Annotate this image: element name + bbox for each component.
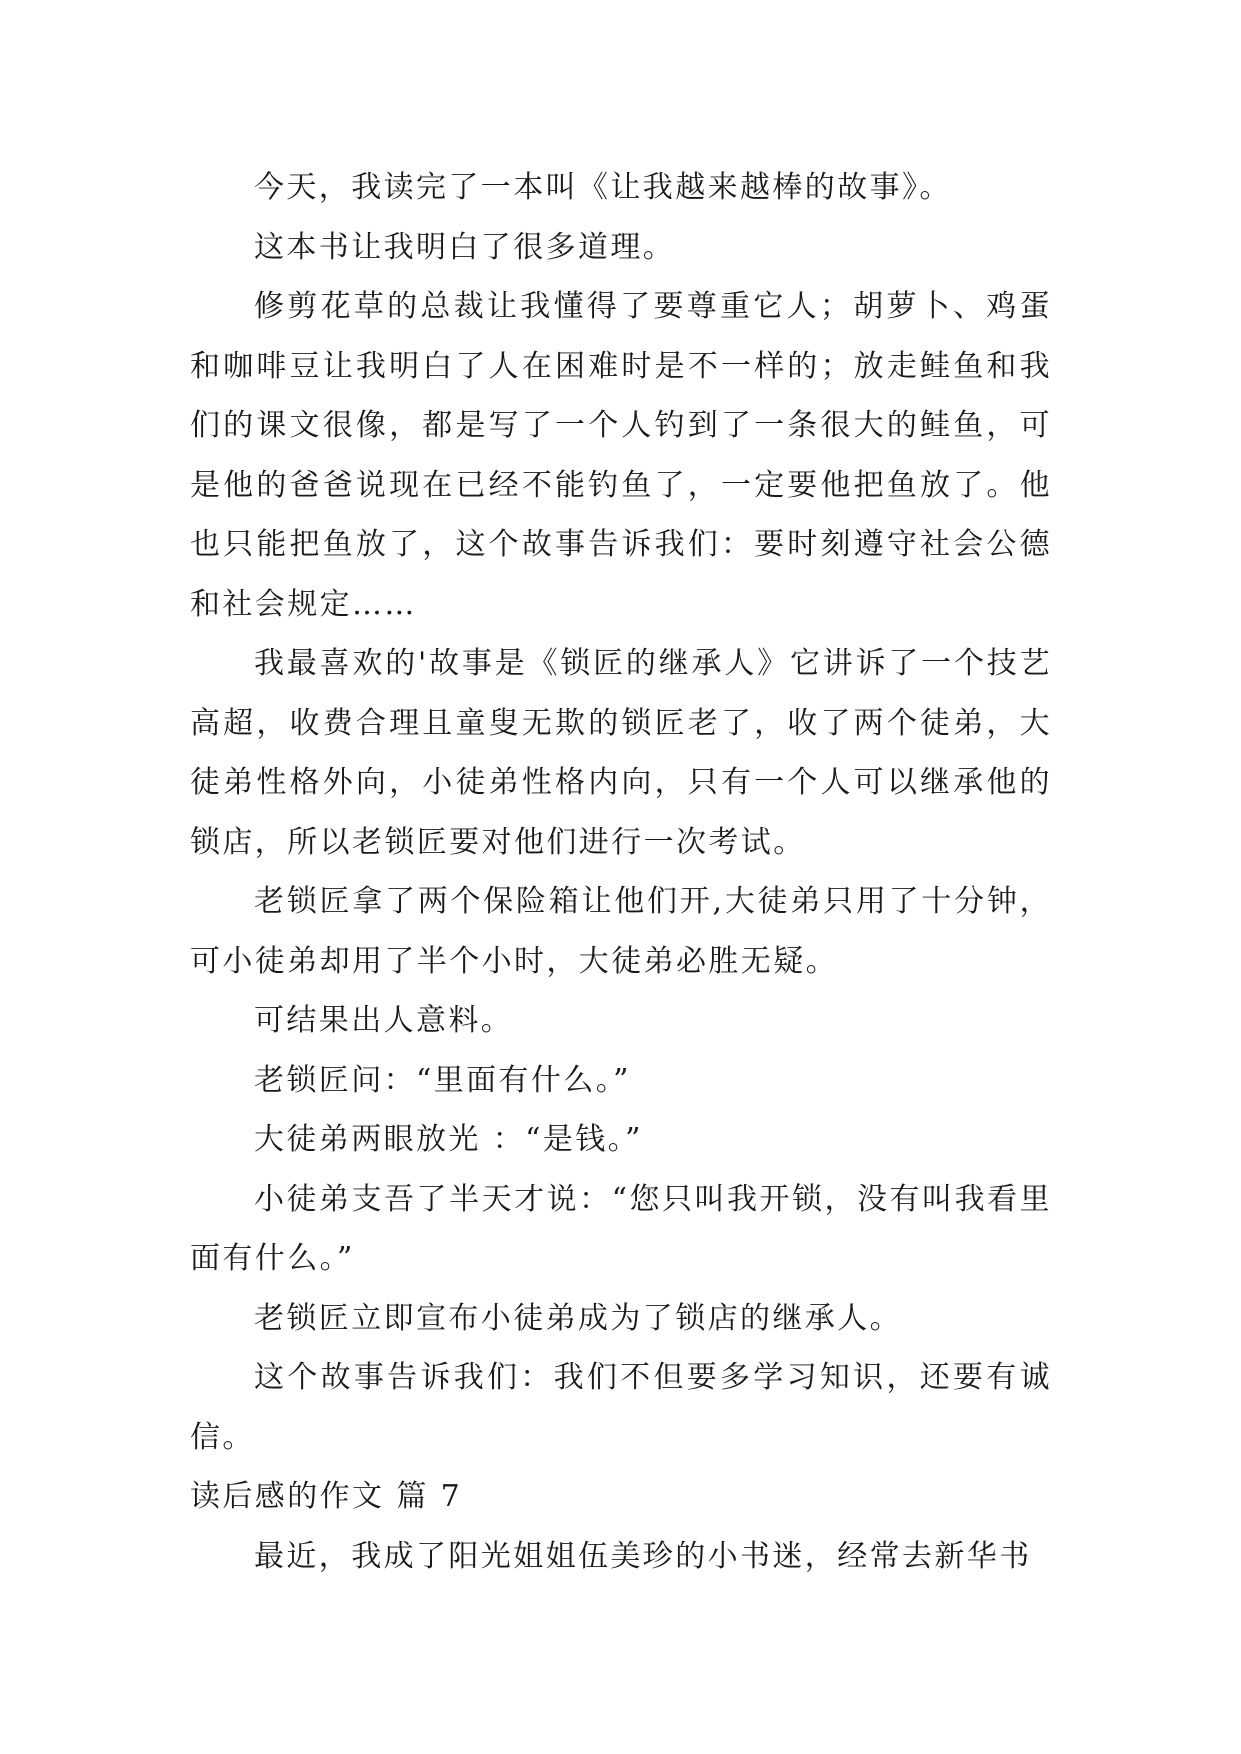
section-heading: 读后感的作文 篇 7 bbox=[190, 1479, 463, 1514]
paragraph: 大徒弟两眼放光 ：“是钱。” bbox=[254, 1122, 643, 1157]
paragraph: 老锁匠问：“里面有什么。” bbox=[254, 1062, 631, 1098]
paragraph: 老锁匠拿了两个保险箱让他们开,大徒弟只用了十分钟，可小徒弟却用了半个小时，大徒弟必胜无疑。 bbox=[190, 884, 1052, 979]
paragraph: 小徒弟支吾了半天才说：“您只叫我开锁，没有叫我看里面有什么。” bbox=[190, 1181, 1052, 1276]
paragraph: 这个故事告诉我们：我们不但要多学习知识，还要有诚信。 bbox=[190, 1360, 1052, 1455]
paragraph: 修剪花草的总裁让我懂得了要尊重它人；胡萝卜、鸡蛋和咖啡豆让我明白了人在困难时是不一样的；放走鲑鱼和我们的课文很像，都是写了一个人钓到了一条很大的鲑鱼，可是他的爸爸说现在已经不能钓鱼了，一定要他把鱼放了。他也只能把鱼放了，这个故事告诉我们：要时刻遵守社会公德和社会规定…… bbox=[190, 289, 1052, 622]
paragraph: 最近，我成了阳光姐姐伍美珍的小书迷，经常去新华书 bbox=[254, 1538, 1032, 1574]
paragraph: 这本书让我明白了很多道理。 bbox=[254, 229, 676, 265]
document-body bbox=[190, 158, 1052, 1586]
paragraph: 可结果出人意料。 bbox=[254, 1003, 514, 1038]
paragraph: 今天，我读完了一本叫《让我越来越棒的故事》。 bbox=[254, 170, 952, 205]
paragraph: 老锁匠立即宣布小徒弟成为了锁店的继承人。 bbox=[254, 1300, 902, 1336]
paragraph: 我最喜欢的'故事是《锁匠的继承人》它讲诉了一个技艺高超，收费合理且童叟无欺的锁匠老了，收了两个徒弟，大徒弟性格外向，小徒弟性格内向，只有一个人可以继承他的锁店，所以老锁匠要对他们进行一次考试。 bbox=[190, 646, 1052, 860]
